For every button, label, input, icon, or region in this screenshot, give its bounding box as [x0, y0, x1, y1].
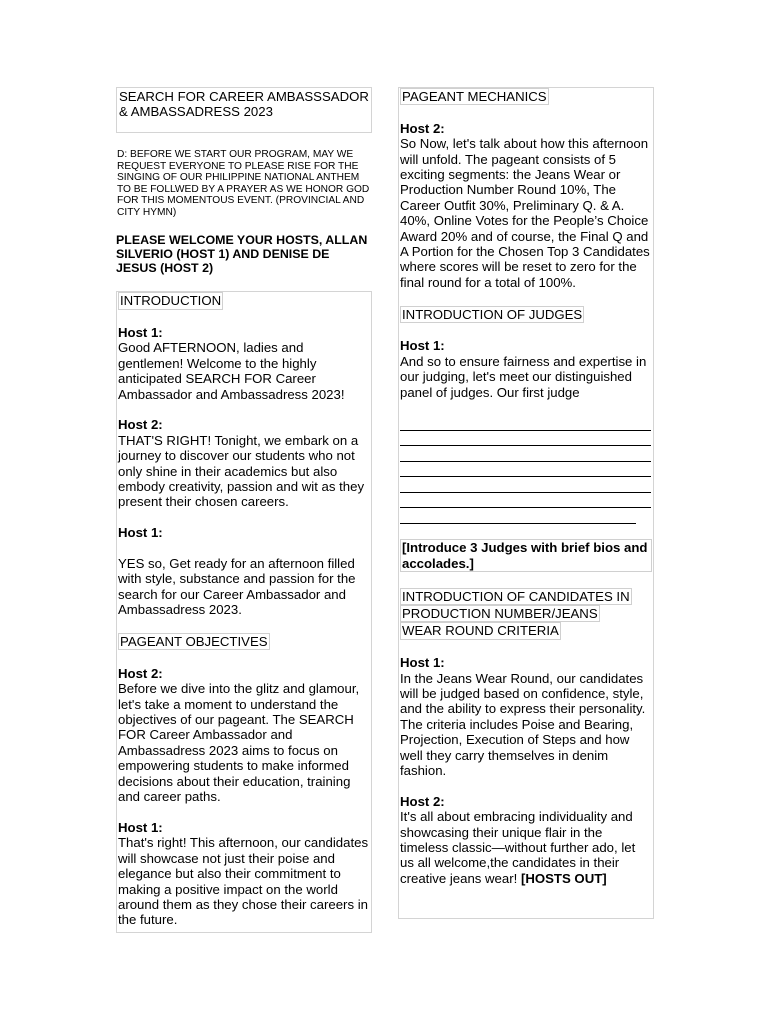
right-script-box	[398, 87, 654, 919]
section-heading-candidates-2: PRODUCTION NUMBER/JEANS	[402, 605, 598, 621]
left-script-box	[116, 291, 372, 933]
host-line: In the Jeans Wear Round, our candidates will be judged based on confidence, style, and the ability to express their personality. The criteria includes Poise and Bearing, Projection, Execution of Steps and how well they carry themselves in denim fashion.	[400, 670, 646, 779]
blank-line	[400, 415, 651, 431]
section-heading-candidates-3: WEAR ROUND CRITERIA	[402, 623, 559, 639]
host-line: YES so, Get ready for an afternoon filled with style, substance and passion for the search for our Career Ambassador and Ambassadress 2023.	[118, 556, 356, 618]
host-label: Host 2:	[118, 665, 163, 681]
blank-line	[400, 493, 651, 509]
hosts-welcome: PLEASE WELCOME YOUR HOSTS, ALLAN SILVERIO (HOST 1) AND DENISE DE JESUS (HOST 2)	[116, 232, 368, 275]
host-label: Host 1:	[118, 525, 163, 541]
section-heading-mechanics: PAGEANT MECHANICS	[402, 89, 547, 104]
judges-note: [Introduce 3 Judges with brief bios and accolades.]	[400, 539, 652, 572]
blank-line	[400, 477, 651, 493]
host-line: So Now, let's talk about how this afternoon will unfold. The pageant consists of 5 exciting segments: the Jeans Wear or Production Number Round 10%, The Career Outfit 30%, Preliminary Q. & A. 40%, Online Votes for the People’s Choice Award 20% and of course, the Final Q and A Portion for the Chosen Top 3 Candidates where scores will be reset to zero for the final round for a total of 100%.	[400, 136, 650, 290]
host-label: Host 1:	[400, 655, 445, 671]
blank-line	[400, 462, 651, 478]
host-line: And so to ensure fairness and expertise in our judging, let's meet our distinguished panel of judges. Our first judge	[400, 353, 647, 400]
blank-line	[400, 446, 651, 462]
section-heading-candidates: INTRODUCTION OF CANDIDATES IN	[402, 588, 630, 604]
blank-line	[400, 431, 651, 447]
host-line: Before we dive into the glitz and glamour, let's take a moment to understand the objectives of our pageant. The SEARCH FOR Career Ambassador and Ambassadress 2023 aims to focus on empowering students to make informed decisions about their education, training and career paths.	[118, 681, 360, 805]
host-label: Host 1:	[400, 338, 445, 354]
host-label: Host 2:	[118, 417, 163, 433]
host-line-text: It's all about embracing individuality and showcasing their unique flair in the timeless classic—without further ado, let us all welcome,the candidates in their creative jeans wear!	[400, 809, 636, 886]
blank-line	[400, 508, 636, 524]
host-line: That's right! This afternoon, our candidates will showcase not just their poise and elegance but also their commitment to making a positive impact on the world around them as they chose their careers in the future.	[118, 835, 369, 928]
host-line: THAT'S RIGHT! Tonight, we embark on a journey to discover our students who not only shine in their academics but also embody creativity, passion and wit as they present their chosen careers.	[118, 432, 365, 510]
left-column	[116, 87, 372, 933]
host-label: Host 2:	[400, 120, 445, 136]
host-line: Good AFTERNOON, ladies and gentlemen! Welcome to the highly anticipated SEARCH FOR Career Ambassador and Ambassadress 2023!	[118, 340, 345, 402]
host-label: Host 1:	[118, 324, 163, 340]
section-heading-judges: INTRODUCTION OF JUDGES	[402, 306, 583, 322]
section-heading-introduction: INTRODUCTION	[120, 293, 222, 309]
program-notice: D: BEFORE WE START OUR PROGRAM, MAY WE REQUEST EVERYONE TO PLEASE RISE FOR THE SINGING OF OUR PHILIPPINE NATIONAL ANTHEM TO BE FOLLWED BY A PRAYER AS WE HONOR GOD FOR THIS MOMENTOUS EVENT. (PROVINCIAL AND CITY HYMN)	[117, 149, 370, 218]
document-title: SEARCH FOR CAREER AMBASSSADOR & AMBASSADRESS 2023	[116, 87, 372, 133]
host-label: Host 1:	[118, 819, 163, 835]
host-line	[400, 809, 652, 886]
right-column	[398, 87, 654, 919]
host-label: Host 2:	[400, 793, 445, 809]
hosts-out-cue: [HOSTS OUT]	[520, 870, 607, 886]
section-heading-objectives: PAGEANT OBJECTIVES	[120, 634, 268, 650]
